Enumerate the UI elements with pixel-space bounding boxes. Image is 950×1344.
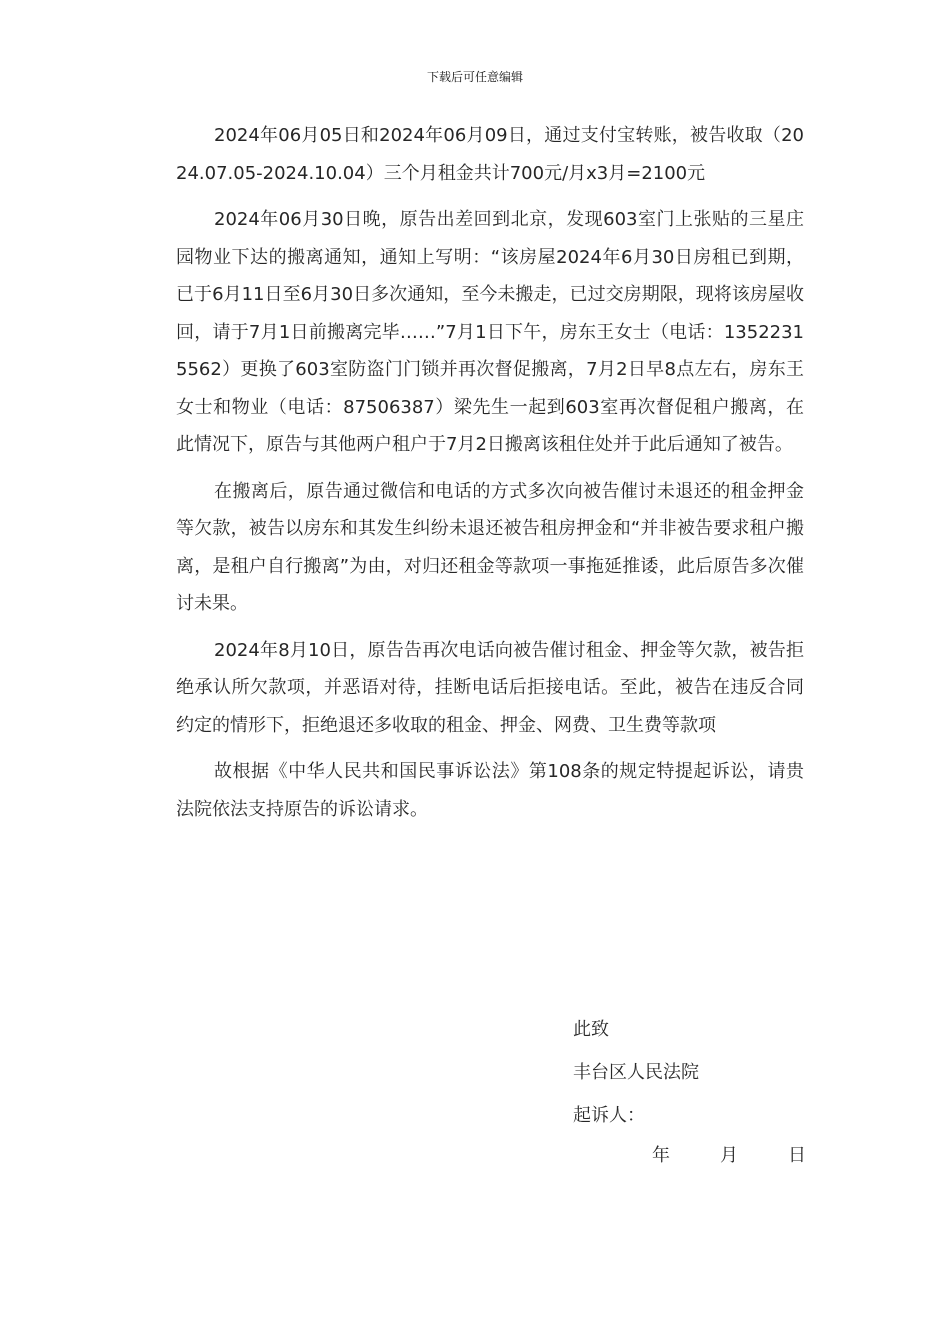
paragraph-conclusion: 故根据《中华人民共和国民事诉讼法》第108条的规定特提起诉讼，请贵法院依法支持原告的诉讼请求。	[176, 761, 804, 820]
date-day: 日	[788, 1145, 806, 1166]
date-year: 年	[652, 1145, 670, 1166]
paragraph-collection: 在搬离后，原告通过微信和电话的方式多次向被告催讨未退还的租金押金等欠款，被告以房东和其发生纠纷未退还被告租房押金和“并非被告要求租户搬离，是租户自行搬离”为由，对归还租金等款项一事拖延推诿，此后原告多次催讨未果。	[176, 480, 804, 614]
date-line	[652, 1136, 806, 1176]
paragraph-eviction: 2024年06月30日晚，原告出差回到北京，发现603室门上张贴的三星庄园物业下达的搬离通知，通知上写明：“该房屋2024年6月30日房租已到期，已于6月11日至6月30日多次通知，至今未搬走，已过交房期限，现将该房屋收回，请于7月1日前搬离完毕……”7月1日下午，房东王女士（电话：13522315562）更换了603室防盗门门锁并再次督促搬离，7月2日早8点左右，房东王女士和物业（电话：87506387）梁先生一起到603室再次督促租户搬离，在此情况下，原告与其他两户租户于7月2日搬离该租住处并于此后通知了被告。	[176, 209, 804, 455]
document-body	[176, 117, 804, 837]
header-note: 下载后可任意编辑	[426, 70, 523, 84]
closing-court: 丰台区人民法院	[573, 1062, 699, 1083]
closing-salutation: 此致	[573, 1019, 609, 1040]
closing-block	[573, 1008, 699, 1137]
date-month: 月	[720, 1145, 738, 1166]
paragraph-payment: 2024年06月05日和2024年06月09日，通过支付宝转账，被告收取（2024.07.05-2024.10.04）三个月租金共计700元/月x3月=2100元	[176, 125, 804, 184]
closing-plaintiff: 起诉人：	[573, 1105, 645, 1126]
paragraph-refusal: 2024年8月10日，原告告再次电话向被告催讨租金、押金等欠款，被告拒绝承认所欠款项，并恶语对待，挂断电话后拒接电话。至此，被告在违反合同约定的情形下，拒绝退还多收取的租金、押金、网费、卫生费等款项	[176, 639, 804, 736]
